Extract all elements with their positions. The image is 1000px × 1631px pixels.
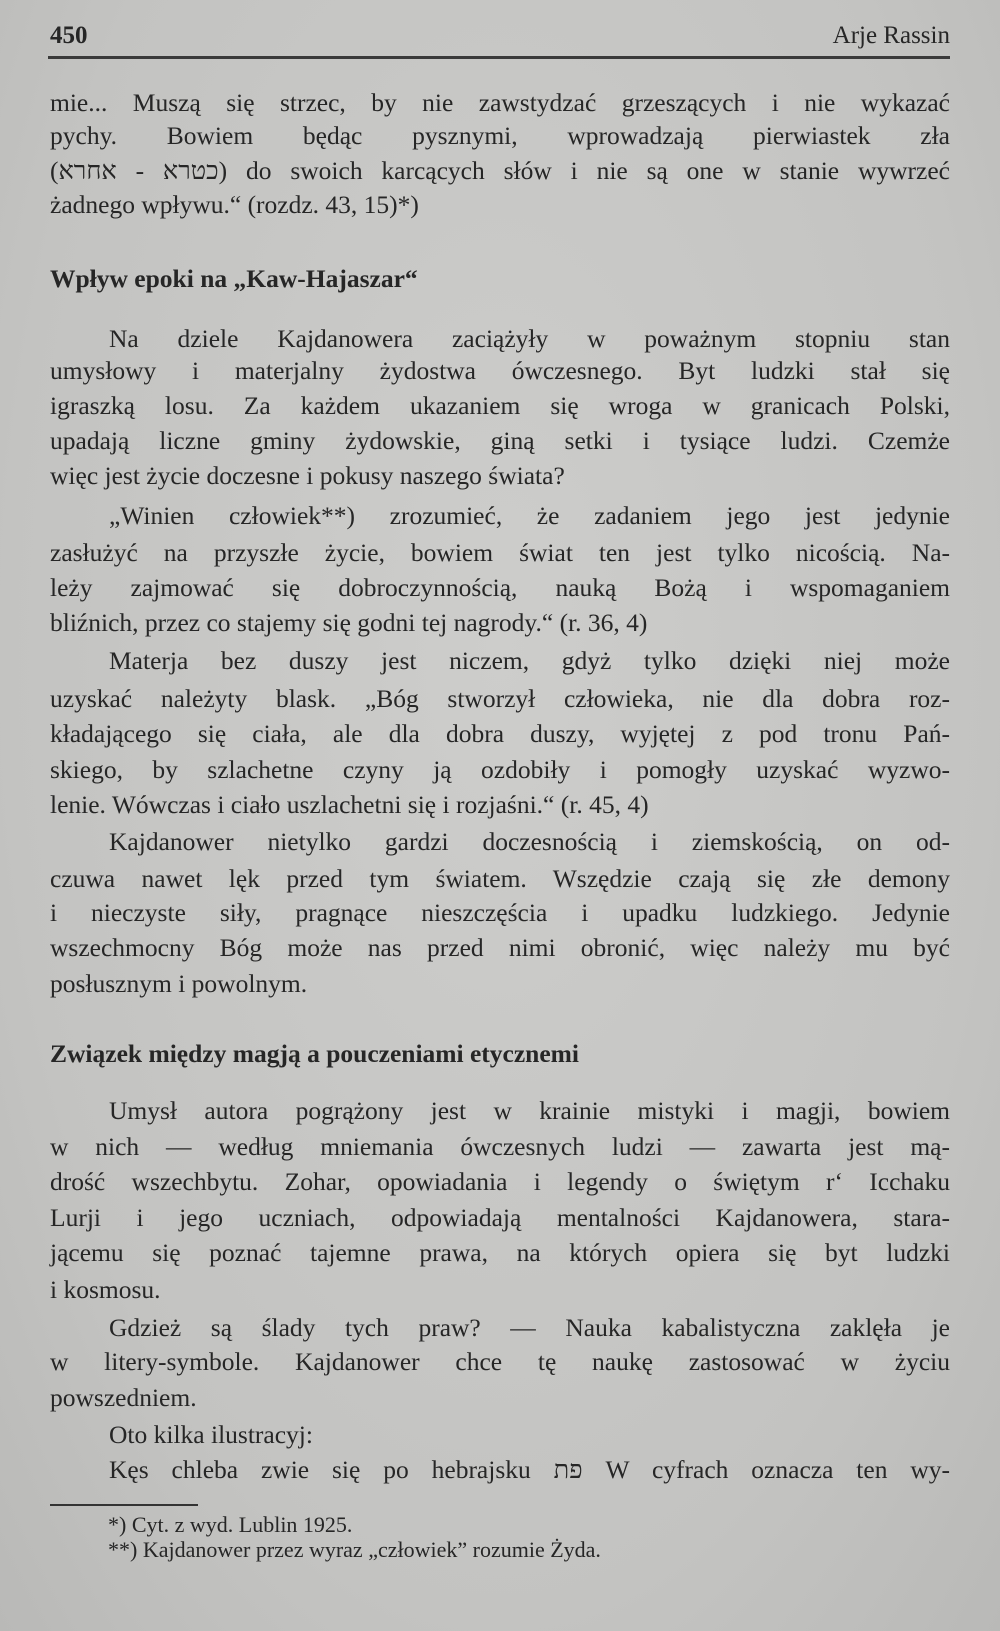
text-line: uzyskać należyty blask. „Bóg stworzył człowieka, nie dla dobra roz-: [50, 684, 950, 713]
page-number: 450: [50, 22, 88, 49]
text-line: więc jest życie doczesne i pokusy naszego świata?: [50, 461, 565, 490]
text-line: Kajdanower nietylko gardzi doczesnością i ziemskością, on od-: [109, 827, 950, 856]
text-line: Materja bez duszy jest niczem, gdyż tylko dzięki niej może: [109, 646, 950, 675]
text-line: igraszką losu. Za każdem ukazaniem się wroga w granicach Polski,: [50, 391, 950, 420]
section-heading: Związek między magją a pouczeniami etycznemi: [50, 1039, 580, 1068]
text-line: pychy. Bowiem będąc pysznymi, wprowadzają pierwiastek zła: [50, 121, 950, 150]
text-line: „Winien człowiek**) zrozumieć, że zadaniem jego jest jedynie: [109, 501, 950, 530]
text-line: upadają liczne gminy żydowskie, giną setki i tysiące ludzi. Czemże: [50, 426, 950, 455]
text-line: czuwa nawet lęk przed tym światem. Wszędzie czają się złe demony: [50, 864, 950, 893]
text-line: mie... Muszą się strzec, by nie zawstydzać grzeszących i nie wykazać: [50, 88, 950, 117]
footnote-2: **) Kajdanower przez wyraz „człowiek” rozumie Żyda.: [108, 1537, 601, 1562]
text-line: Lurji i jego uczniach, odpowiadają mentalności Kajdanowera, stara-: [50, 1203, 950, 1232]
text-line: wszechmocny Bóg może nas przed nimi obronić, więc należy mu być: [50, 933, 950, 962]
header-rule: [48, 56, 950, 59]
text-line: drość wszechbytu. Zohar, opowiadania i legendy o świętym r‘ Icchaku: [50, 1167, 950, 1196]
text-line: kładającego się ciała, ale dla dobra duszy, wyjętej z pod tronu Pań-: [50, 719, 950, 748]
running-head: Arje Rassin: [832, 22, 950, 49]
text-line: lenie. Wówczas i ciało uszlachetni się i rozjaśni.“ (r. 45, 4): [50, 790, 649, 819]
text-line: (כטרא - אחרא) do swoich karcących słów i nie są one w stanie wywrzeć: [50, 156, 950, 185]
text-line: Gdzież są ślady tych praw? — Nauka kabalistyczna zaklęła je: [109, 1313, 950, 1342]
footnote-1: *) Cyt. z wyd. Lublin 1925.: [108, 1512, 353, 1537]
text-line: jącemu się poznać tajemne prawa, na których opiera się byt ludzki: [50, 1238, 950, 1267]
footnote-rule: [50, 1504, 198, 1506]
text-line: skiego, by szlachetne czyny ją ozdobiły i pomogły uzyskać wyzwo-: [50, 755, 950, 784]
text-line: żadnego wpływu.“ (rozdz. 43, 15)*): [50, 190, 419, 219]
section-heading: Wpływ epoki na „Kaw-Hajaszar“: [50, 264, 418, 293]
text-line: i nieczyste siły, pragnące nieszczęścia i upadku ludzkiego. Jedynie: [50, 898, 950, 927]
text-line: bliźnich, przez co stajemy się godni tej nagrody.“ (r. 36, 4): [50, 608, 648, 637]
text-line: leży zajmować się dobroczynnością, nauką Bożą i wspomaganiem: [50, 573, 950, 602]
text-line: i kosmosu.: [50, 1275, 161, 1304]
text-line: zasłużyć na przyszłe życie, bowiem świat ten jest tylko nicością. Na-: [50, 538, 950, 567]
text-line: posłusznym i powolnym.: [50, 969, 308, 998]
text-line: Na dziele Kajdanowera zaciążyły w poważnym stopniu stan: [109, 324, 950, 353]
text-line: Umysł autora pogrążony jest w krainie mistyki i magji, bowiem: [109, 1096, 950, 1125]
text-line: w litery-symbole. Kajdanower chce tę naukę zastosować w życiu: [50, 1347, 950, 1376]
text-line: Kęs chleba zwie się po hebrajsku פת W cyfrach oznacza ten wy-: [109, 1455, 950, 1484]
text-line: powszedniem.: [50, 1383, 197, 1412]
text-line: w nich — według mniemania ówczesnych ludzi — zawarta jest mą-: [50, 1132, 950, 1161]
text-line: umysłowy i materjalny żydostwa ówczesnego. Byt ludzki stał się: [50, 356, 950, 385]
text-line: Oto kilka ilustracyj:: [109, 1420, 313, 1449]
